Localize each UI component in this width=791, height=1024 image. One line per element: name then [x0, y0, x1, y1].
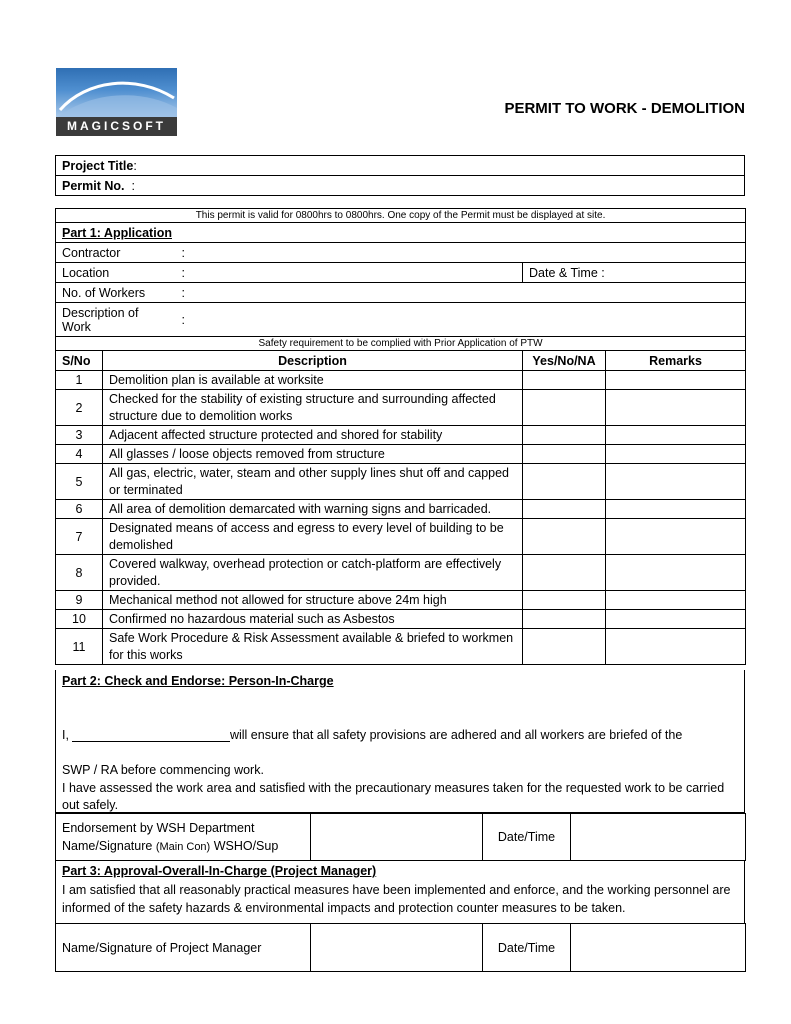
part3-statement: I am satisfied that all reasonably practical measures have been implemented and enforce, and the working personnel are informed of the safety hazards & environmental impacts and protection counter measures to be taken.	[62, 883, 731, 915]
project-title-label: Project Title	[62, 158, 134, 173]
logo-graphic	[56, 68, 177, 117]
item-description: Demolition plan is available at worksite	[103, 371, 523, 390]
item-yesno-cell[interactable]	[523, 445, 606, 464]
description-field[interactable]	[176, 303, 746, 337]
item-remarks-cell[interactable]	[606, 390, 746, 426]
part3-section	[55, 861, 745, 924]
permit-no-colon: :	[131, 178, 135, 193]
pm-datetime-label: Date/Time	[483, 924, 571, 972]
item-remarks-cell[interactable]	[606, 445, 746, 464]
project-header-table	[55, 155, 745, 196]
item-description: Designated means of access and egress to every level of building to be demolished	[103, 519, 523, 555]
item-remarks-cell[interactable]	[606, 519, 746, 555]
item-remarks-cell[interactable]	[606, 426, 746, 445]
permit-no-row[interactable]	[56, 176, 745, 196]
item-remarks-cell[interactable]	[606, 629, 746, 665]
item-description: Adjacent affected structure protected and shored for stability	[103, 426, 523, 445]
checklist-row	[56, 426, 746, 445]
item-description: Mechanical method not allowed for structure above 24m high	[103, 591, 523, 610]
company-logo	[56, 68, 177, 136]
description-label: Description of Work	[56, 303, 176, 337]
item-yesno-cell[interactable]	[523, 426, 606, 445]
checklist-row	[56, 445, 746, 464]
checklist-row	[56, 519, 746, 555]
part2-assessment-text: I have assessed the work area and satisfied with the precautionary measures taken for the requested work to be carried out safely.	[62, 781, 725, 812]
checklist-row	[56, 371, 746, 390]
safety-note: Safety requirement to be complied with Prior Application of PTW	[56, 337, 746, 351]
workers-label: No. of Workers	[56, 283, 176, 303]
col-header-yesno: Yes/No/NA	[523, 351, 606, 371]
endorsement-label	[56, 814, 311, 861]
item-remarks-cell[interactable]	[606, 371, 746, 390]
part2-heading: Part 2: Check and Endorse: Person-In-Charge	[62, 674, 334, 688]
item-number: 1	[56, 371, 103, 390]
item-number: 2	[56, 390, 103, 426]
logo-text: MAGICSOFT	[56, 117, 177, 136]
contractor-field[interactable]	[176, 243, 746, 263]
approval-table	[55, 923, 746, 972]
item-description: All gas, electric, water, steam and other supply lines shut off and capped or terminated	[103, 464, 523, 500]
person-in-charge-name-field[interactable]	[72, 728, 230, 742]
location-label: Location	[56, 263, 176, 283]
item-number: 8	[56, 555, 103, 591]
pm-signature-field[interactable]	[311, 924, 483, 972]
validity-note: This permit is valid for 0800hrs to 0800hrs. One copy of the Permit must be displayed at site.	[56, 209, 746, 223]
permit-form-table	[55, 208, 746, 665]
item-yesno-cell[interactable]	[523, 610, 606, 629]
item-number: 7	[56, 519, 103, 555]
item-remarks-cell[interactable]	[606, 500, 746, 519]
item-number: 3	[56, 426, 103, 445]
project-title-colon: :	[133, 158, 137, 173]
col-header-description: Description	[103, 351, 523, 371]
endorsement-table	[55, 813, 746, 861]
endorsement-line2b: (Main Con)	[155, 840, 211, 853]
item-number: 5	[56, 464, 103, 500]
location-colon: :	[181, 265, 185, 280]
item-number: 4	[56, 445, 103, 464]
item-number: 11	[56, 629, 103, 665]
endorsement-signature-field[interactable]	[311, 814, 483, 861]
checklist-row	[56, 629, 746, 665]
item-yesno-cell[interactable]	[523, 500, 606, 519]
workers-colon: :	[181, 285, 185, 300]
checklist-row	[56, 591, 746, 610]
item-description: Safe Work Procedure & Risk Assessment available & briefed to workmen for this works	[103, 629, 523, 665]
item-remarks-cell[interactable]	[606, 610, 746, 629]
part3-heading: Part 3: Approval-Overall-In-Charge (Project Manager)	[62, 864, 377, 878]
item-description: All area of demolition demarcated with warning signs and barricaded.	[103, 500, 523, 519]
datetime-label: Date & Time :	[529, 265, 605, 280]
endorsement-line1: Endorsement by WSH Department	[62, 820, 255, 835]
part2-pledge-line	[62, 728, 742, 742]
pledge-prefix: I,	[62, 728, 69, 742]
part1-heading: Part 1: Application	[56, 223, 746, 243]
item-yesno-cell[interactable]	[523, 464, 606, 500]
endorsement-line2a: Name/Signature	[62, 838, 156, 853]
checklist-row	[56, 390, 746, 426]
col-header-sno: S/No	[56, 351, 103, 371]
item-description: Checked for the stability of existing structure and surrounding affected structure due to demolition works	[103, 390, 523, 426]
document-title: PERMIT TO WORK - DEMOLITION	[504, 100, 745, 117]
item-yesno-cell[interactable]	[523, 371, 606, 390]
item-remarks-cell[interactable]	[606, 591, 746, 610]
checklist-row	[56, 610, 746, 629]
checklist-row	[56, 464, 746, 500]
pledge-suffix: will ensure that all safety provisions are adhered and all workers are briefed of the	[229, 728, 683, 742]
item-yesno-cell[interactable]	[523, 591, 606, 610]
project-title-row[interactable]	[56, 156, 745, 176]
checklist-row	[56, 555, 746, 591]
permit-no-label: Permit No.	[62, 178, 125, 193]
item-yesno-cell[interactable]	[523, 555, 606, 591]
item-description: Confirmed no hazardous material such as Asbestos	[103, 610, 523, 629]
item-yesno-cell[interactable]	[523, 519, 606, 555]
col-header-remarks: Remarks	[606, 351, 746, 371]
item-yesno-cell[interactable]	[523, 390, 606, 426]
item-remarks-cell[interactable]	[606, 555, 746, 591]
item-number: 9	[56, 591, 103, 610]
checklist-header-row	[56, 351, 746, 371]
endorsement-line2c: WSHO/Sup	[210, 838, 279, 853]
location-field[interactable]	[176, 263, 523, 283]
endorsement-datetime-field[interactable]	[571, 814, 746, 861]
contractor-colon: :	[181, 245, 185, 260]
description-colon: :	[181, 312, 185, 327]
item-description: All glasses / loose objects removed from structure	[103, 445, 523, 464]
item-yesno-cell[interactable]	[523, 629, 606, 665]
item-number: 10	[56, 610, 103, 629]
datetime-field[interactable]	[523, 263, 746, 283]
workers-field[interactable]	[176, 283, 746, 303]
part2-section	[55, 670, 745, 813]
endorsement-datetime-label: Date/Time	[483, 814, 571, 861]
pm-label: Name/Signature of Project Manager	[56, 924, 311, 972]
item-remarks-cell[interactable]	[606, 464, 746, 500]
checklist-row	[56, 500, 746, 519]
contractor-label: Contractor	[56, 243, 176, 263]
pm-datetime-field[interactable]	[571, 924, 746, 972]
item-description: Covered walkway, overhead protection or catch-platform are effectively provided.	[103, 555, 523, 591]
item-number: 6	[56, 500, 103, 519]
part2-swp-line: SWP / RA before commencing work.	[62, 763, 264, 777]
